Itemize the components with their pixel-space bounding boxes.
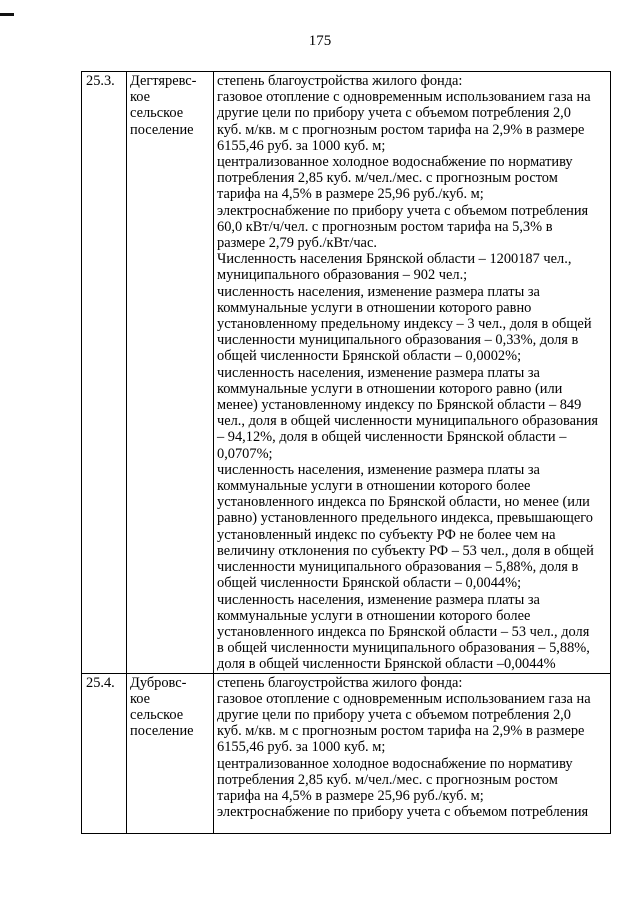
indicator-text-line: 0,0707%; (217, 445, 273, 462)
indicator-text-line: – 94,12%, доля в общей численности Брянской области – (217, 429, 567, 446)
municipality-name (127, 72, 214, 674)
indicator-text-line: куб. м/кв. м с прогнозным ростом тарифа на 2,9% в размере (217, 723, 585, 740)
indicator-text-line: величину отклонения по субъекту РФ – 53 чел., доля в общей (217, 542, 594, 559)
indicator-text (214, 72, 611, 674)
indicator-text-line: в общей численности муниципального образования – 5,88%, (217, 640, 590, 657)
indicator-text-line: тарифа на 4,5% в размере 25,96 руб./куб. м; (217, 186, 484, 203)
indicator-text-line: численность населения, изменение размера платы за (217, 283, 540, 300)
indicator-text-line: общей численности Брянской области – 0,0044%; (217, 575, 522, 592)
page-number: 175 (308, 33, 332, 49)
indicator-text-line: коммунальные услуги в отношении которого равно (217, 299, 532, 316)
indicator-text-line: 6155,46 руб. за 1000 куб. м; (217, 739, 386, 756)
indicator-text-line: другие цели по прибору учета с объемом потребления 2,0 (217, 105, 571, 122)
indicator-text-line: другие цели по прибору учета с объемом потребления 2,0 (217, 706, 571, 723)
indicator-text-line: численность населения, изменение размера платы за (217, 461, 540, 478)
indicator-text-line: 60,0 кВт/ч/чел. с прогнозным ростом тарифа на 5,3% в (217, 218, 553, 235)
indicator-text-line: потребления 2,85 куб. м/чел./мес. с прогнозным ростом (217, 771, 558, 788)
row-number: 25.4. (82, 673, 127, 833)
indicator-text-line: муниципального образования – 902 чел.; (217, 267, 468, 284)
indicator-text-line: численность населения, изменение размера платы за (217, 591, 540, 608)
indicator-text-line: менее) установленному индексу по Брянской области – 849 (217, 397, 582, 414)
indicator-text-line: установленного индекса по Брянской области, но менее (или (217, 494, 590, 511)
page-edge-mark (0, 13, 14, 16)
indicator-text-line: коммунальные услуги в отношении которого равно (или (217, 380, 563, 397)
indicator-text-line: коммунальные услуги в отношении которого более (217, 478, 531, 495)
indicator-text-line: численности муниципального образования – 5,88%, доля в (217, 559, 579, 576)
indicator-text-line: потребления 2,85 куб. м/чел./мес. с прогнозным ростом (217, 170, 558, 187)
indicator-text-line: тарифа на 4,5% в размере 25,96 руб./куб. м; (217, 787, 484, 804)
municipality-name-line: поселение (130, 121, 194, 138)
indicator-text-line: газовое отопление с одновременным использованием газа на (217, 690, 591, 707)
municipality-name-line: кое (130, 89, 151, 106)
indicator-text-line: размере 2,79 руб./кВт/час. (217, 235, 377, 252)
indicator-text-block (217, 73, 607, 673)
municipality-name-line: Дубровс- (130, 674, 187, 691)
municipality-name-line: сельское (130, 706, 184, 723)
indicator-text-line: установленного индекса по Брянской области – 53 чел., доля (217, 623, 590, 640)
indicator-text-line: равно) установленного предельного индекса, превышающего (217, 510, 593, 527)
indicator-text-line: чел., доля в общей численности муниципального образования (217, 413, 599, 430)
indicator-text-line: газовое отопление с одновременным использованием газа на (217, 89, 591, 106)
indicator-text-line: коммунальные услуги в отношении которого более (217, 607, 531, 624)
indicator-text-line: Численность населения Брянской области – 1200187 чел., (217, 251, 572, 268)
indicator-text-block (217, 675, 607, 833)
municipality-name-line: поселение (130, 723, 194, 740)
indicator-text-line: установленному предельному индексу – 3 чел., доля в общей (217, 316, 592, 333)
indicator-text-line: численности муниципального образования – 0,33%, доля в (217, 332, 579, 349)
indicator-text-line: степень благоустройства жилого фонда: (217, 73, 463, 89)
tariff-table (81, 71, 611, 834)
indicator-text-line: общей численности Брянской области – 0,0002%; (217, 348, 522, 365)
indicator-text-line: доля в общей численности Брянской области –0,0044% (217, 656, 556, 673)
indicator-text-line: установленный индекс по субъекту РФ не более чем на (217, 526, 556, 543)
table-row (82, 72, 611, 674)
indicator-text-line: централизованное холодное водоснабжение по нормативу (217, 154, 573, 171)
indicator-text (214, 673, 611, 833)
table-row (82, 673, 611, 833)
indicator-text-line: куб. м/кв. м с прогнозным ростом тарифа на 2,9% в размере (217, 121, 585, 138)
municipality-name-line: сельское (130, 105, 184, 122)
indicator-text-line: электроснабжение по прибору учета с объемом потребления (217, 202, 589, 219)
municipality-name-line: кое (130, 690, 151, 707)
indicator-text-line: централизованное холодное водоснабжение по нормативу (217, 755, 573, 772)
indicator-text-line: численность населения, изменение размера платы за (217, 364, 540, 381)
indicator-text-line: электроснабжение по прибору учета с объемом потребления (217, 804, 589, 821)
indicator-text-line: 6155,46 руб. за 1000 куб. м; (217, 137, 386, 154)
row-number: 25.3. (82, 72, 127, 674)
municipality-name (127, 673, 214, 833)
municipality-name-line: Дегтяревс- (130, 73, 197, 89)
indicator-text-line: степень благоустройства жилого фонда: (217, 674, 463, 691)
